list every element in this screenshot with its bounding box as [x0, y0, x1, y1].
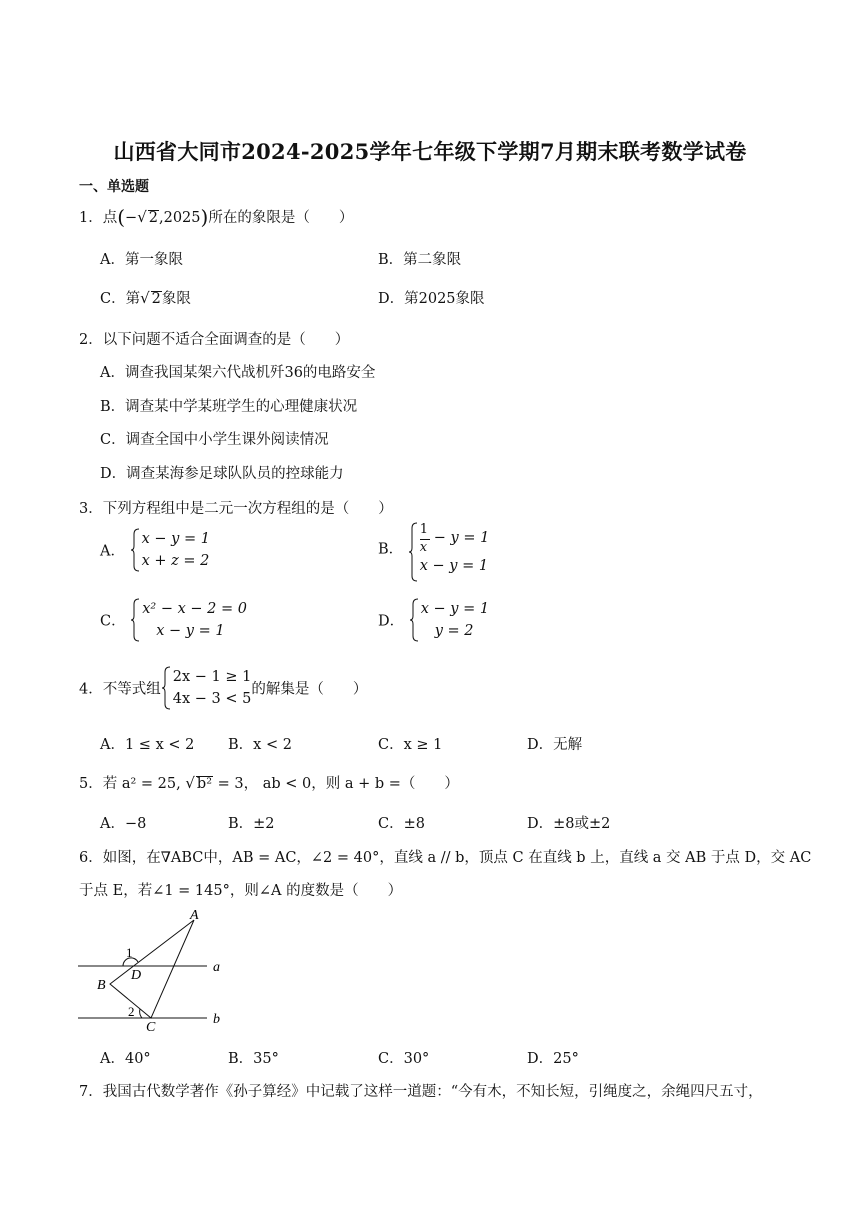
- q5-option-d: D．±8或±2: [527, 816, 611, 832]
- label-b-vertex: B: [97, 978, 106, 993]
- q3-b-frac-den: x: [419, 540, 428, 555]
- q4-ineq2: 4x − 3 < 5: [172, 691, 252, 707]
- q5-mid: = 3， ab < 0，则 a + b =（ ）: [213, 776, 459, 792]
- label-angle-2: 2: [128, 1004, 135, 1019]
- q3-d-eq2: y = 2: [434, 623, 474, 639]
- question-5: 5．若 a² = 25, √ b² = 3， ab < 0，则 a + b =（ ）: [79, 774, 459, 792]
- q4-pre: 不等式组: [102, 681, 161, 698]
- question-4: [79, 666, 367, 710]
- q1-option-b: B．第二象限: [378, 252, 462, 268]
- q1-option-a: A．第一象限: [100, 252, 183, 268]
- q4-option-d: D．无解: [527, 737, 583, 753]
- q1-c-post: 象限: [161, 291, 191, 307]
- q2-option-b: B．调查某中学某班学生的心理健康状况: [100, 399, 358, 415]
- question-3: [79, 497, 393, 518]
- q7-text: 我国古代数学著作《孙子算经》中记载了这样一道题：“今有木，不知长短，引绳度之，余绳四尺五寸，: [102, 1084, 763, 1100]
- q3-number: 3．: [79, 501, 103, 517]
- q3-a-label: A．: [100, 543, 125, 560]
- brace-icon: [130, 528, 140, 572]
- q5-option-c: C．±8: [378, 816, 425, 832]
- page-title: 山西省大同市2024-2025学年七年级下学期7月期末联考数学试卷: [113, 139, 747, 164]
- label-a-vertex: A: [190, 908, 199, 923]
- q4-ineq1: 2x − 1 ≥ 1: [172, 669, 252, 685]
- q6-line1: 如图，在∇ABC中，AB = AC，∠2 = 40°，直线 a // b，顶点 C 在直线 b 上，直线 a 交 AB 于点 D，交 AC: [102, 850, 812, 866]
- label-line-b: b: [213, 1012, 220, 1027]
- q1-c-pre: C．第: [100, 291, 141, 307]
- q4-option-b: B．x < 2: [228, 737, 292, 753]
- label-line-a: a: [213, 960, 220, 975]
- q5-sqrt: b²: [196, 776, 213, 792]
- q5-option-b: B．±2: [228, 816, 275, 832]
- q4-system: [161, 666, 252, 710]
- q5-number: 5．: [79, 776, 103, 792]
- q2-text: 以下问题不适合全面调查的是（ ）: [102, 332, 350, 348]
- q5-option-a: A．−8: [100, 816, 147, 832]
- q2-option-c: C．调查全国中小学生课外阅读情况: [100, 432, 329, 448]
- q3-b-label: B．: [378, 541, 404, 558]
- q3-a-system: [130, 528, 210, 572]
- q3-a-eq2: x + z = 2: [141, 553, 210, 569]
- q4-option-a: A．1 ≤ x < 2: [100, 737, 195, 753]
- q1-minus: −: [125, 210, 138, 226]
- section-heading: 一、单选题: [79, 179, 149, 195]
- q3-a-eq1: x − y = 1: [141, 531, 210, 547]
- q2-option-a: A．调查我国某架六代战机歼36的电路安全: [100, 365, 376, 381]
- q1-post: 所在的象限是（ ）: [208, 210, 354, 226]
- q4-option-c: C．x ≥ 1: [378, 737, 443, 753]
- triangle-abc: [110, 920, 194, 1018]
- q3-b-eq1: [420, 522, 488, 558]
- q3-c-system: [130, 598, 247, 642]
- q6-option-d: D．25°: [527, 1051, 579, 1067]
- q2-option-d: D．调查某海参足球队队员的控球能力: [100, 466, 344, 482]
- q3-option-b: [378, 522, 488, 574]
- brace-icon: [408, 522, 418, 582]
- q3-d-system: [409, 598, 489, 642]
- q1-pre: 点: [102, 210, 118, 226]
- q7-number: 7．: [79, 1084, 103, 1100]
- question-6-line2: 于点 E，若∠1 = 145°，则∠A 的度数是（ ）: [79, 883, 403, 899]
- brace-icon: [130, 598, 140, 642]
- q3-c-label: C．: [100, 613, 126, 630]
- label-angle-1: 1: [126, 945, 133, 960]
- label-c-vertex: C: [146, 1020, 156, 1035]
- q1-option-d: D．第2025象限: [378, 291, 485, 307]
- brace-icon: [409, 598, 419, 642]
- q3-text: 下列方程组中是二元一次方程组的是（ ）: [102, 501, 393, 517]
- q3-d-label: D．: [378, 613, 405, 630]
- q6-number: 6．: [79, 850, 103, 866]
- q2-number: 2．: [79, 332, 103, 348]
- q3-option-c: [100, 598, 247, 642]
- geometry-figure: [70, 905, 240, 1035]
- q3-option-a: [100, 528, 210, 572]
- q3-b-frac-num: 1: [419, 522, 429, 537]
- q5-pre: 若 a² = 25,: [102, 776, 186, 792]
- q3-d-eq1: x − y = 1: [420, 601, 490, 617]
- q6-option-b: B．35°: [228, 1051, 279, 1067]
- label-d-point: D: [131, 968, 142, 983]
- brace-icon: [161, 666, 171, 710]
- q3-b-eq1-rest: − y = 1: [433, 530, 490, 546]
- question-6-line1: [79, 846, 811, 867]
- q4-post: 的解集是（ ）: [251, 681, 368, 698]
- q1-option-c: C．第√ 2象限: [100, 289, 191, 307]
- q3-option-d: [378, 598, 489, 642]
- question-7: [79, 1080, 763, 1101]
- q6-option-c: C．30°: [378, 1051, 430, 1067]
- q3-b-system: [408, 522, 488, 574]
- q1-sqrt: 2: [148, 210, 158, 226]
- question-1: 1．点(−√ 2,2025)所在的象限是（ ）: [79, 205, 354, 229]
- q4-number: 4．: [79, 681, 103, 698]
- q3-b-eq2: x − y = 1: [419, 558, 489, 574]
- q6-option-a: A．40°: [100, 1051, 151, 1067]
- q1-number: 1．: [79, 210, 103, 226]
- q1-point-rest: ,2025: [159, 210, 201, 226]
- q3-c-eq2: x − y = 1: [156, 623, 225, 639]
- q3-c-eq1: x² − x − 2 = 0: [142, 601, 247, 617]
- q1-c-sqrt: 2: [151, 291, 161, 307]
- question-2: [79, 328, 349, 349]
